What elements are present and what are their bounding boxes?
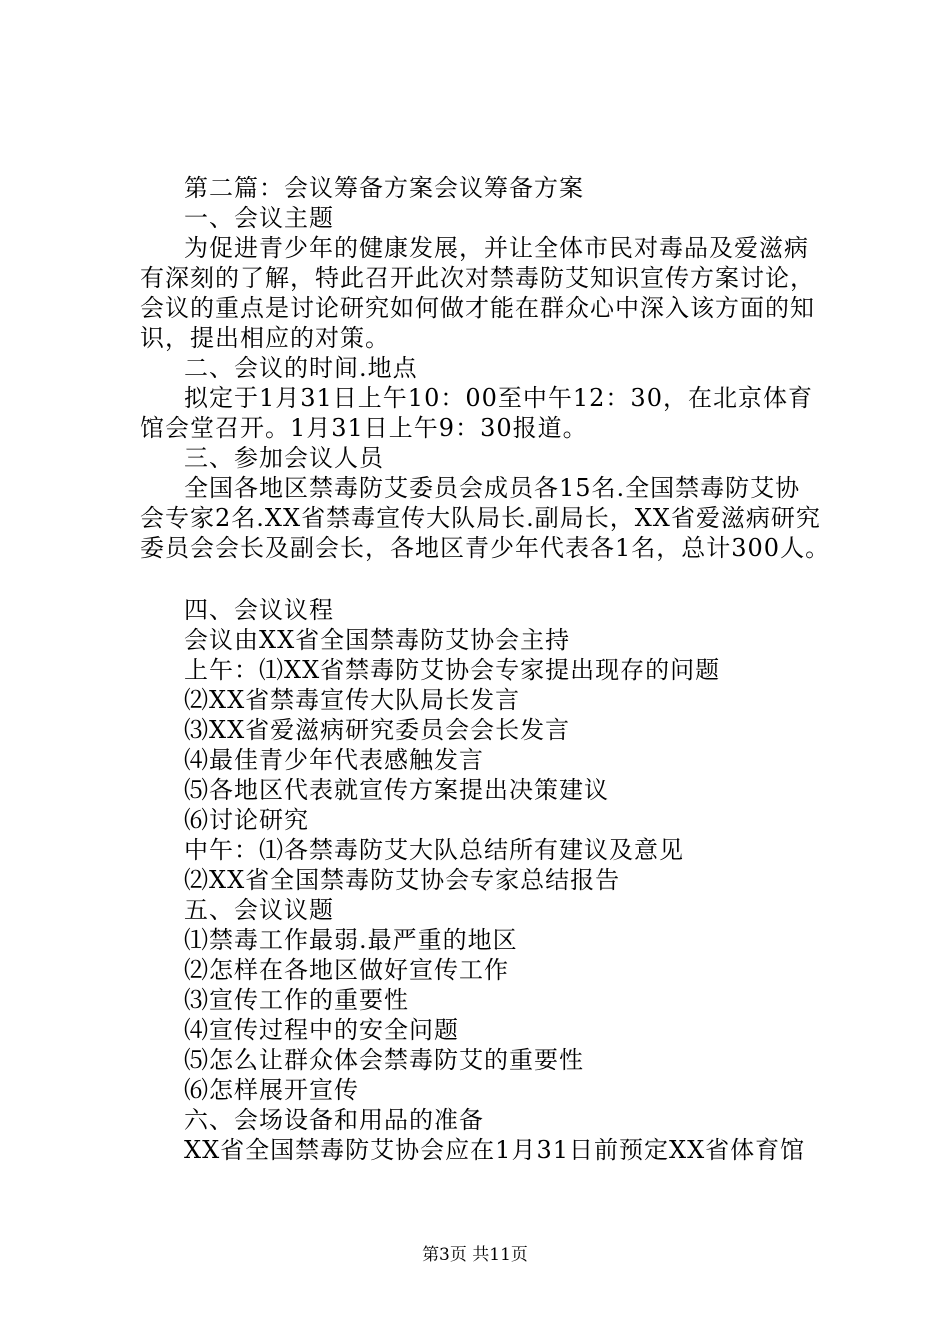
paragraph-spacer (140, 563, 860, 595)
paragraph-line: 馆会堂召开。1月31日上午9：30报道。 (140, 414, 588, 442)
agenda-line: ⑸各地区代表就宣传方案提出决策建议 (184, 776, 609, 804)
paragraph-line: 有深刻的了解，特此召开此次对禁毒防艾知识宣传方案讨论， (140, 264, 815, 292)
agenda-line: ⑶XX省爱滋病研究委员会会长发言 (184, 716, 571, 744)
section-heading: 二、会议的时间.地点 (184, 354, 418, 382)
paragraph-line: 全国各地区禁毒防艾委员会成员各15名.全国禁毒防艾协 (184, 474, 801, 502)
section-heading: 三、参加会议人员 (184, 444, 384, 472)
topic-line: ⑸怎么让群众体会禁毒防艾的重要性 (184, 1046, 584, 1074)
agenda-line: ⑵XX省禁毒宣传大队局长发言 (184, 686, 521, 714)
topic-line: ⑶宣传工作的重要性 (184, 986, 409, 1014)
document-body (140, 173, 860, 1165)
section-heading: 一、会议主题 (184, 204, 334, 232)
agenda-line: ⑵XX省全国禁毒防艾协会专家总结报告 (184, 866, 621, 894)
paragraph-line: XX省全国禁毒防艾协会应在1月31日前预定XX省体育馆 (184, 1136, 806, 1164)
agenda-line: 中午：⑴各禁毒防艾大队总结所有建议及意见 (184, 836, 684, 864)
paragraph-line: 拟定于1月31日上午10：00至中午12：30，在北京体育 (184, 384, 813, 412)
document-title: 第二篇：会议筹备方案会议筹备方案 (184, 174, 584, 202)
agenda-line: ⑹讨论研究 (184, 806, 309, 834)
paragraph-line: 会专家2名.XX省禁毒宣传大队局长.副局长，XX省爱滋病研究 (140, 504, 821, 532)
paragraph-line: 会议的重点是讨论研究如何做才能在群众心中深入该方面的知 (140, 294, 815, 322)
section-heading: 六、会场设备和用品的准备 (184, 1106, 484, 1134)
paragraph-line: 委员会会长及副会长，各地区青少年代表各1名，总计300人。 (140, 534, 831, 562)
agenda-line: 上午：⑴XX省禁毒防艾协会专家提出现存的问题 (184, 656, 721, 684)
section-heading: 五、会议议题 (184, 896, 334, 924)
agenda-line: ⑷最佳青少年代表感触发言 (184, 746, 484, 774)
topic-line: ⑹怎样展开宣传 (184, 1076, 359, 1104)
page-number-footer: 第3页 共11页 (422, 1245, 528, 1265)
section-heading: 四、会议议程 (184, 596, 334, 624)
topic-line: ⑴禁毒工作最弱.最严重的地区 (184, 926, 518, 954)
topic-line: ⑷宣传过程中的安全问题 (184, 1016, 459, 1044)
agenda-line: 会议由XX省全国禁毒防艾协会主持 (184, 626, 571, 654)
topic-line: ⑵怎样在各地区做好宣传工作 (184, 956, 509, 984)
paragraph-line: 为促进青少年的健康发展，并让全体市民对毒品及爱滋病 (184, 234, 809, 262)
paragraph-line: 识，提出相应的对策。 (140, 324, 390, 352)
